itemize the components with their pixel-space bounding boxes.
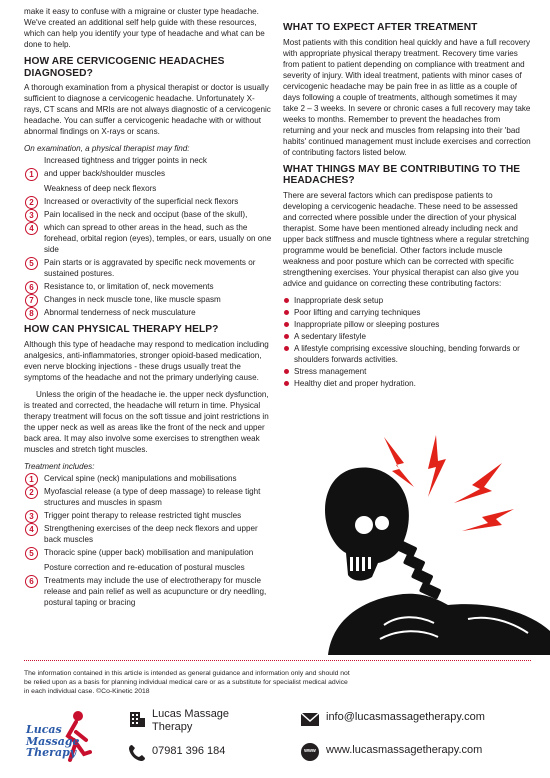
- factors-list: [283, 295, 531, 389]
- skeleton-headache-illustration: [288, 425, 550, 655]
- factors-heading: WHAT THINGS MAY BE CONTRIBUTING TO THE HEADACHES?: [283, 163, 521, 187]
- treatment-intro: Treatment includes:: [24, 462, 95, 472]
- finding-item: 8 Abnormal tenderness of neck musculature: [24, 307, 272, 318]
- number-badge: 5: [25, 547, 38, 560]
- factors-paragraph: There are several factors which can predispose patients to developing a cervicogenic headache. These need to be assessed and corrected where possible under the direction of your physical therapist. Some have been mentioned already including neck and upper back stiffness and muscle tightness where a regular stretching programme would be beneficial. Other factors include muscle weakness and poor posture which can be corrected with specific strengthening exercises. Your physical therapist can also give you advice and guidance on correcting these contributing factors:: [283, 191, 529, 289]
- footer-divider: [24, 660, 531, 661]
- findings-list-2: [24, 196, 272, 318]
- left-column: [24, 6, 272, 612]
- number-badge: 2: [25, 486, 38, 499]
- number-badge: 1: [25, 168, 38, 181]
- number-badge: 5: [25, 257, 38, 270]
- findings-intro: On examination, a physical therapist may find:: [24, 144, 190, 154]
- intro-paragraph: make it easy to confuse with a migraine or cluster type headache. We've created an additional self help guide with these resources, which can help you identify your type of headache and what can be done to help.: [24, 7, 265, 49]
- number-badge: 4: [25, 523, 38, 536]
- finding-item: 7 Changes in neck muscle tone, like muscle spasm: [24, 294, 272, 305]
- treatment-post-5: Posture correction and re-education of postural muscles: [44, 563, 245, 573]
- factor-item: Inappropriate pillow or sleeping postures: [283, 319, 531, 330]
- www-badge-text: www: [304, 748, 316, 754]
- brand-logo: [22, 708, 112, 770]
- finding-pre-2: Weakness of deep neck flexors: [44, 184, 157, 194]
- torso-silhouette: [328, 594, 550, 655]
- number-badge: 8: [25, 307, 38, 320]
- email-address[interactable]: info@lucasmassagetherapy.com: [326, 711, 485, 723]
- treatment-item: 5 Thoracic spine (upper back) mobilisation and manipulation: [24, 547, 272, 558]
- factor-item: A lifestyle comprising excessive slouching, bending forwards or shoulders forwards activities.: [283, 343, 531, 365]
- number-badge: 6: [25, 575, 38, 588]
- factor-item: Stress management: [283, 366, 531, 377]
- number-badge: 6: [25, 281, 38, 294]
- phone-number[interactable]: 07981 396 184: [152, 745, 226, 757]
- treatment-item: 2 Myofascial release (a type of deep massage) to release tight structures and muscles in spasm: [24, 486, 272, 508]
- help-paragraph-1: Although this type of headache may respond to medication including analgesics, anti-inflammatories, stronger opioid-based medication, even nerve blocking injections - these drugs usually treat the symptoms of the headache and not the primary underlying cause.: [24, 340, 269, 383]
- help-heading: HOW CAN PHYSICAL THERAPY HELP?: [24, 324, 219, 336]
- finding-item: 1 and upper back/shoulder muscles: [24, 168, 272, 179]
- logo-line-2: Massage: [26, 734, 80, 748]
- diagnosed-paragraph: A thorough examination from a physical therapist or doctor is usually sufficient to diagnose a cervicogenic headache. Unfortunately X-rays, CT scans and MRIs are not always diagnostic of a cervicogenic headache. You can suffer a cervicogenic headache with or without abnormal findings on X-rays or scans.: [24, 83, 271, 137]
- phone-icon: [128, 744, 146, 762]
- neck-vertebrae: [395, 539, 442, 599]
- finding-item: 4 which can spread to other areas in the head, such as the forehead, orbital region (eyes), temples, or ears, usually on one side: [24, 222, 272, 255]
- number-badge: 3: [25, 209, 38, 222]
- treatment-item: 1 Cervical spine (neck) manipulations and mobilisations: [24, 473, 272, 484]
- finding-item: 3 Pain localised in the neck and occiput (base of the skull),: [24, 209, 272, 220]
- expect-heading: WHAT TO EXPECT AFTER TREATMENT: [283, 22, 478, 33]
- findings-list: [24, 168, 272, 179]
- factor-item: Poor lifting and carrying techniques: [283, 307, 531, 318]
- right-column: [283, 6, 531, 390]
- number-badge: 3: [25, 510, 38, 523]
- expect-paragraph: Most patients with this condition heal quickly and have a full recovery with appropriate physical therapy treatment. Recovery time varies from patient to patient depending on compliance with treatment and severity of injury. With ideal treatment, patients with minor cases of cervicogenic headache may be pain free in as little as a couple of days following a couple of treatments, although sometimes it may take 2 – 3 weeks. In severe or chronic cases a full recovery may take weeks to months. Remember to prevent the headaches from returning and your neck and muscles from relapsing into their 'bad habits' continued management must include exercises and correction of contributing factors listed below.: [283, 37, 531, 157]
- finding-item: 2 Increased or overactivity of the superficial neck flexors: [24, 196, 272, 207]
- treatment-list: [24, 473, 272, 558]
- treatment-item: 4 Strengthening exercises of the deep neck flexors and upper back muscles: [24, 523, 272, 545]
- logo-line-1: Lucas: [26, 723, 62, 736]
- email-icon: [300, 712, 320, 727]
- diagnosed-heading: HOW ARE CERVICOGENIC HEADACHES DIAGNOSED?: [24, 56, 225, 79]
- skull: [325, 468, 409, 581]
- number-badge: 1: [25, 473, 38, 486]
- building-icon: [128, 710, 146, 728]
- number-badge: 7: [25, 294, 38, 307]
- number-badge: 4: [25, 222, 38, 235]
- finding-pre-1: Increased tightness and trigger points in neck: [44, 156, 207, 166]
- disclaimer-text: The information contained in this article is intended as general guidance and information only and should not be relied upon as a basis for planning individual medical care or as a substitute for specialist medical advice in each individual case. ©Co-Kinetic 2018: [24, 670, 350, 695]
- treatment-item: 3 Trigger point therapy to release restricted tight muscles: [24, 510, 272, 521]
- finding-item: 5 Pain starts or is aggravated by specific neck movements or sustained postures.: [24, 257, 272, 279]
- treatment-item: 6 Treatments may include the use of electrotherapy for muscle release and pain relief as well as acupuncture or dry needling, postural taping or bracing: [24, 575, 272, 608]
- factor-item: Inappropriate desk setup: [283, 295, 531, 306]
- finding-item: 6 Resistance to, or limitation of, neck movements: [24, 281, 272, 292]
- treatment-list-2: [24, 575, 272, 608]
- help-paragraph-2: Unless the origin of the headache ie. the upper neck dysfunction, is treated and corrected, the headache will return in time. Physical therapy treatment will focus on the soft tissue and joint restrictions in the upper neck as well as areas like the front of the neck and upper back area. It may also involve some exercises to strengthen weak muscles and stretch tight muscles.: [24, 390, 269, 455]
- number-badge: 2: [25, 196, 38, 209]
- logo-line-3: Therapy: [26, 746, 77, 760]
- factor-item: A sedentary lifestyle: [283, 331, 531, 342]
- factor-item: Healthy diet and proper hydration.: [283, 378, 531, 389]
- business-name-line-2: Therapy: [152, 720, 193, 733]
- website-url[interactable]: www.lucasmassagetherapy.com: [326, 744, 483, 756]
- business-name-line-1: Lucas Massage: [152, 708, 230, 720]
